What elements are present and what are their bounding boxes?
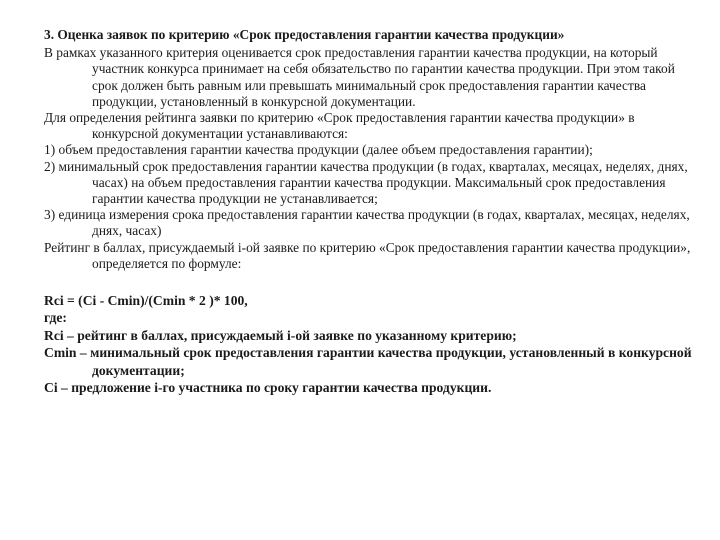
definition-rci: Rci – рейтинг в баллах, присуждаемый i-ой заявке по указанному критерию; <box>44 327 517 343</box>
spacer <box>44 272 694 292</box>
list-item-1: 1) объем предоставления гарантии качества продукции (далее объем предоставления гарантии); <box>44 142 593 158</box>
document-body <box>44 27 694 396</box>
formula-where-label: где: <box>44 310 67 326</box>
paragraph-formula-intro: Рейтинг в баллах, присуждаемый i-ой заявке по критерию «Срок предоставления гарантии качества продукции», определяется по формуле: <box>44 239 691 271</box>
formula-expression: Rci = (Ci - Cmin)/(Cmin * 2 )* 100, <box>44 293 248 309</box>
paragraph-criterion-description: В рамках указанного критерия оценивается срок предоставления гарантии качества продукции, на который участник конкурса принимает на себя обязательство по гарантии качества продукции. При этом такой срок должен быть равным или превышать минимальный срок предоставления гарантии качества продукции, установленный в конкурсной документации. <box>44 45 675 109</box>
paragraph-rating-setup: Для определения рейтинга заявки по критерию «Срок предоставления гарантии качества продукции» в конкурсной документации устанавливаются: <box>44 110 635 142</box>
list-item-3: 3) единица измерения срока предоставления гарантии качества продукции (в годах, кварталах, месяцах, неделях, днях, часах) <box>44 207 690 239</box>
section-heading: 3. Оценка заявок по критерию «Срок предоставления гарантии качества продукции» <box>44 27 565 42</box>
list-item-2: 2) минимальный срок предоставления гарантии качества продукции (в годах, кварталах, месяцах, неделях, днях, часах) на объем предоставления гарантии качества продукции. Максимальный срок предоставления гарантии качества продукции не устанавливается; <box>44 158 688 207</box>
definition-cmin: Cmin – минимальный срок предоставления гарантии качества продукции, установленный в конкурсной документации; <box>44 345 692 378</box>
definition-ci: Ci – предложение i-го участника по сроку гарантии качества продукции. <box>44 380 492 396</box>
